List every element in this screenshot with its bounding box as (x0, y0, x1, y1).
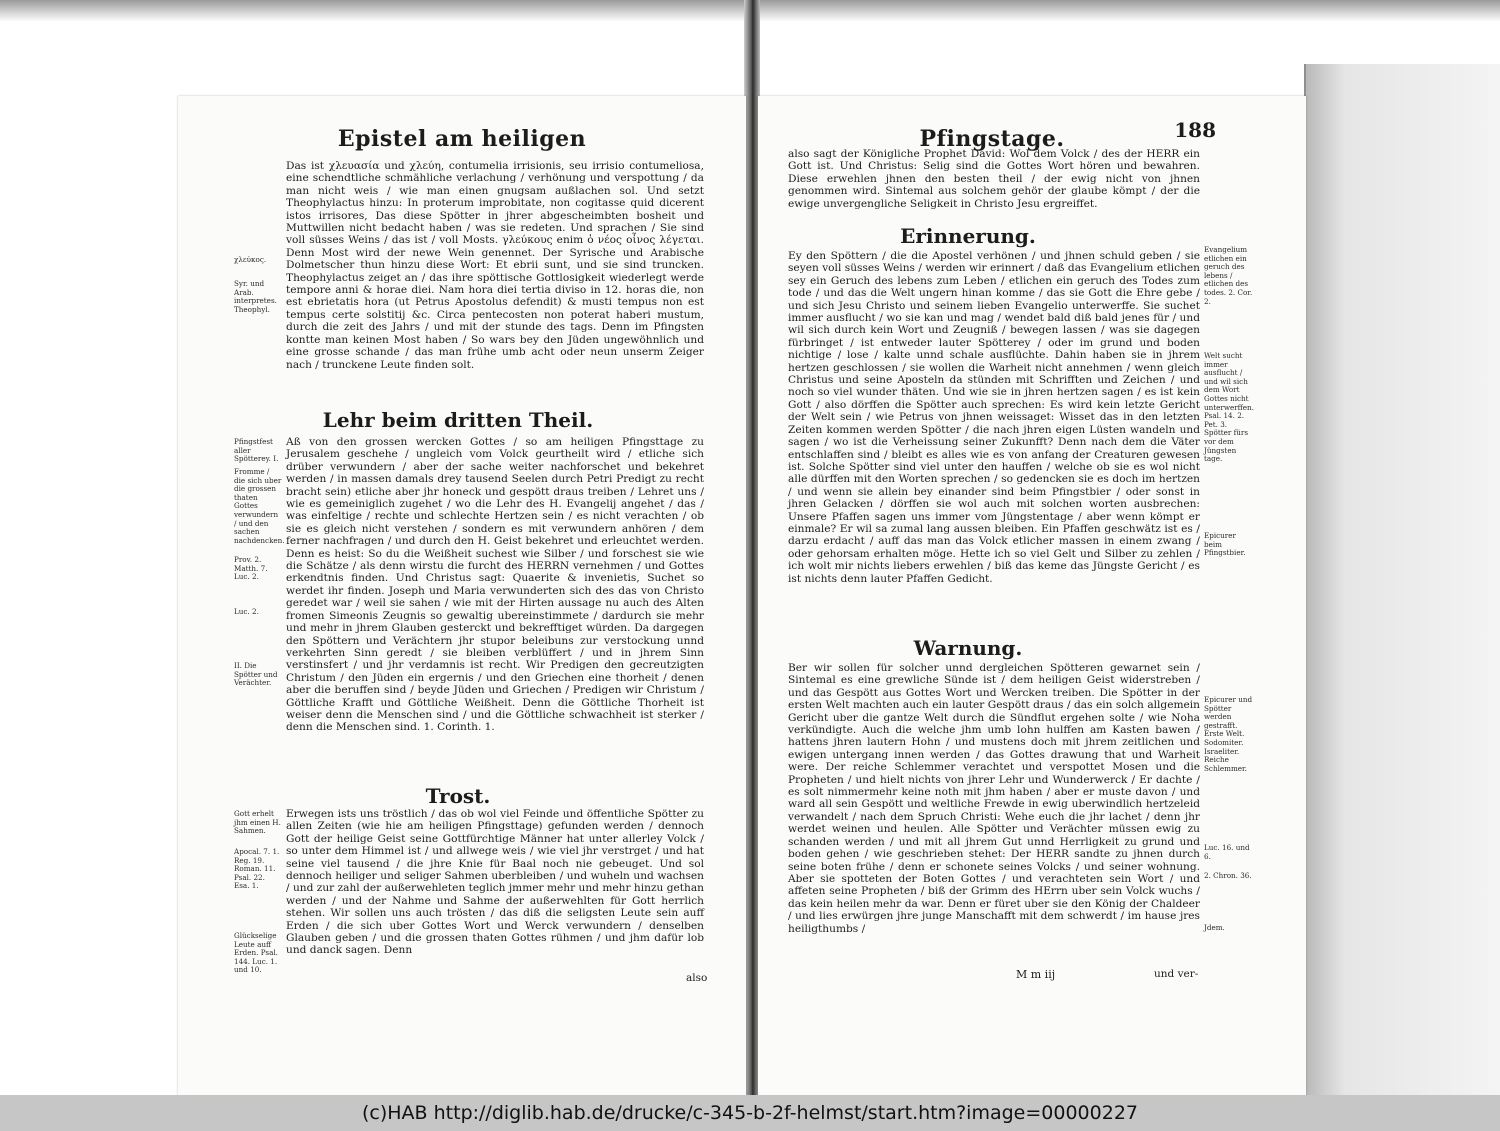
margin-note: Luc. 16. und 6. (1204, 843, 1250, 861)
margin-note: II. Die Spötter und Verächter. (234, 661, 278, 688)
book-fore-edge (1304, 64, 1500, 1095)
heading-lehr: Lehr beim dritten Theil. (322, 408, 594, 432)
margin-note: Epicurer und Spötter werden gestrafft. Erste Welt. Sodomiter. Israeliter. Reiche Schlemmer. (1204, 695, 1253, 773)
heading-trost: Trost. (425, 784, 491, 808)
signature-mark: M m iij (1016, 968, 1056, 981)
right-warnung-text: Ber wir sollen für solcher unnd dergleichen Spötteren gewarnet sein / Sintemal es eine grewliche Sünde ist / dem heiligen Geist widerstreben / und das Gespött aus Gottes Wort und Wercken treiben. Die Spötter in der ersten Welt machten auch ein lauter Gespött draus / das ein solch allgemein Gericht uber die gantze Welt durch die Sündflut ergehen solte / wie Noha verkündigte. Auch die welche jhm umb lohn hulffen am Kasten bawen / hattens jhren lautern Hohn / und mustens doch mit jhrem zeitlichen und ewigen untergang innen werden / das Gottes drawung that und Warheit were. Der reiche Schlemmer verachtet und verspottet Mosen und die Propheten / und hielt nichts von jhrer Lehr und Wunderwerck / Er dachte / es solt nimmermehr keine noth mit jhm haben / aber er muste davon / und ward all sein Gespött und weltliche Frewde in ewig uberwindlich hertzeleid verwandelt / nach dem Spruch Christi: Wehe euch die jhr lachet / denn jhr werdet weinen und heulen. Alle Spötter und Verächter müssen ewig zu schanden werden / und mit all jhrem Gut unnd Herrligkeit zu grund und boden gehen / wie geschrieben stehet: Der HERR sandte zu jhnen durch seine boten frühe / denn er schonete seines Volcks / und seiner wohnung. Aber sie spotteten der Boten Gottes / und verachteten sein Wort / und affeten seine Propheten / biß der Grimm des HErrn uber sein Volck wuchs / das kein heilen mehr da war. Denn er füret uber sie den König der Chaldeer / und lies erwürgen jhre junge Manschafft mit dem schwerdt / im hause jres heiligthumbs / (788, 662, 1200, 935)
margin-note: Jdem. (1204, 923, 1225, 932)
heading-erinnerung: Erinnerung. (900, 224, 1036, 248)
margin-note: Fromme / die sich uber die grossen thaten Gottes verwundern / und den sachen nachdencken. (234, 467, 285, 545)
margin-note: Pfingstfest aller Spötterey. I. (234, 437, 279, 464)
left-lehr-text: Aß von den grossen wercken Gottes / so am heiligen Pfingsttage zu Jerusalem geschehe / ungleich vom Volck geurtheilt wird / etliche sich drüber verwundern / aber der sache weiter nachforschet und bekehret werden / in massen damals drey tausend Seelen durch Petri Predigt zu recht bracht sein) etliche aber jhr honeck und gespött draus treiben / Lehret uns / wie es gemeiniglich zugehet / wo die Lehr des H. Evangelij angehet / das / was einfeltige / rechte und schlechte Hertzen sein / es nicht verachten / ob sie es gleich nicht verstehen / sondern es mit verwundern anhören / dem ferner nachfragen / und durch den H. Geist bekehret und erleuchtet werden. Denn es heist: So du die Weißheit suchest wie Silber / und forschest sie wie die Schätze / als denn wirstu die furcht des HERRN vernehmen / und Gottes erkendtnis finden. Und Christus sagt: Quaerite & invenietis, Suchet so werdet ihr finden. Joseph und Maria verwunderten sich des das von Christo geredet war / weil sie sahen / wie mit der Hirten aussage nu auch des Alten fromen Simeonis Zeugnis so gewaltig ubereinstimmete / dardurch sie mehr und mehr in jhrem Glauben gesterckt und bekrefftiget würden. Da dargegen den Spöttern und Verächtern jhr stupor beleibuns zur verstockung unnd verkehrten Sinn geredt / sie bleiben verblüffert / und in jhrem Sinn verstinsfert / und jhr verdamnis ist recht. Wir Predigen den gecreutzigten Christum / den Jüden ein ergernis / und den Griechen eine thorheit / denen aber die beruffen sind / beyde Jüden und Griechen / Predigen wir Christum / Göttliche Krafft und Göttliche Weißheit. Denn die Göttliche Thorheit ist weiser denn die Menschen sind / und die Göttliche schwachheit ist sterker / denn die Menschen sind. 1. Corinth. 1. (286, 436, 704, 734)
copyright-url: (c)HAB http://diglib.hab.de/drucke/c-345-b-2f-helmst/start.htm?image=00000227 (362, 1102, 1138, 1124)
left-running-head: Epistel am heiligen (337, 126, 587, 152)
margin-note: Gott erhelt jhm einen H. Sahmen. (234, 809, 281, 836)
margin-note: Welt sucht immer ausflucht / und wil sich dem Wort Gottes nicht unterwerffen. Psal. 14. 2. Pet. 3. Spötter fürs vor dem Jüngsten tage. (1204, 351, 1254, 464)
right-erinnerung-text: Ey den Spöttern / die die Apostel verhönen / und jhnen schuld geben / sie seyen voll süsses Weins / werden wir erinnert / daß das Evangelium etlichen sey ein Geruch des lebens zum Leben / etlichen ein geruch des Todes zum tode / und das die Welt ungern hinan komme / das sie Gott die Ehre gebe / und sich Jesu Christo und seinem lieben Evangelio unterwerffe. Sie suchet immer ausflucht / wo sie kan und mag / wendet bald diß bald jenes für / und wil sich durch kein Wort und Zeugniß / bewegen lassen / was sie dagegen fürbringet / ist entweder lauter Spötterey / oder im grund und boden nichtige / lose / kalte unnd schale ausflüchte. Dahin haben sie in jhrem hertzen geschlossen / sie wollen die Warheit nicht annehmen / wenn gleich Christus und seine Aposteln da stünden mit Schrifften und Zeichen / und noch so viel wunder thäten. Und wie sie in jhren hertzen sagen / es ist kein Gott / also dörffen die Spötter auch sprechen: Es wird kein letzte Gericht der Welt sein / wie Petrus von jhnen weissaget: Wisset das in den letzten Zeiten kommen werden Spötter / die nach jhren eigen Lüsten wandeln und sagen / wo ist die Verheissung seiner Zukunfft? Denn nach dem die Väter entschlaffen sind / bleibt es alles wie es von anfang der Creaturen gewesen ist. Solche Spötter sind viel unter den hauffen / welche ob sie es wol nicht alle dürffen mit den Worten sprechen / so gedencken sie es doch im hertzen / und wenn sie allein bey einander sind beim Pfingstbier / oder sonst in jhren Gelacken / dörffen sie wol auch mit solchen worten ausbrechen: Unsere Pfaffen sagen uns immer vom Jüngstentage / aber wenn kömpt er einmale? Er wil sa zumal lang aussen bleiben. Ein Pfaffen geschwätz ist es / darzu erdacht / auff das man das Volck etlicher massen in einem zwang / oder gehorsam erhalten möge. Hette ich so viel Gelt und Silber zu zehlen / ich wolt mir nichts liebers erwehlen / biß das keme das Jüngste Gericht / es ist nichts denn lauter Pfaffen Gedicht. (788, 250, 1200, 585)
margin-note: Apocal. 7. 1. Reg. 19. Roman. 11. Psal. 22. Esa. 1. (234, 847, 280, 891)
left-trost-text: Erwegen ists uns tröstlich / das ob wol viel Feinde und öffentliche Spötter zu allen Zeiten (wie hie am heiligen Pfingsttage) gefunden werden / dennoch Gott der heilige Geist seine Gottfürchtige Männer hat unter allerley Volck / so unter dem Himmel ist / und allwege weis / wie viel jhr verstrget / und hat seine viel tausend / die jhre Knie für Baal noch nie gebeuget. Und sol dennoch heiliger und seliger Sahmen uberbleiben / und wuheln und wachsen / und zur zahl der außerwehleten teglich jmmer mehr und mehr hinzu gethan werden / und der Nahme und Sahme der außerwehlten für Gott herrlich stehen. Wir sollen uns auch trösten / das diß die seligsten Leute sein auff Erden / die sich uber Gottes Wort und Werck verwundern / denselben Glauben geben / und die grossen thaten Gottes rühmen / und jhm dafür lob und danck sagen. Denn (286, 808, 704, 957)
margin-note: Epicurer beim Pfingstbier. (1204, 531, 1246, 558)
margin-note: Prov. 2. Matth. 7. Luc. 2. (234, 555, 268, 582)
folio-number: 188 (1174, 118, 1216, 142)
left-page (178, 96, 746, 1096)
margin-note: 2. Chron. 36. (1204, 871, 1252, 880)
left-catchword: also (686, 972, 708, 984)
right-page (758, 96, 1306, 1096)
right-intro-text: also sagt der Königliche Prophet David: Wol dem Volck / des der HERR ein Gott ist. Und Christus: Selig sind die Gottes Wort hören und bewahren. Diese erwehlen jhnen den besten theil / der ewig nicht von jhnen genommen wird. Sintemal aus solchem gehör der glaube kömpt / der die ewige unvergengliche Seligkeit in Christo Jesu ergreiffet. (788, 148, 1200, 210)
margin-note: Syr. und Arab. interpretes. Theophyl. (234, 279, 277, 314)
right-running-head: Pfingstage. (919, 126, 1065, 152)
right-catchword: und ver- (1154, 968, 1199, 980)
footer-bar (0, 1095, 1500, 1131)
margin-note: Glückselige Leute auff Erden. Psal. 144. Luc. 1. und 10. (234, 931, 278, 975)
margin-note: Evangelium etlichen ein geruch des lebens / etlichen des todes. 2. Cor. 2. (1204, 245, 1253, 306)
left-intro-text: Das ist χλευασία und χλεύη, contumelia irrisionis, seu irrisio contumeliosa, eine schendtliche schmähliche verlachung / verhönung und verspottung / da man nicht weis / wie man einen gnugsam außlachen sol. Und setzt Theophylactus hinzu: In proterum improbitate, non cogitasse quid dicerent istos irrisores, Das diese Spötter in jhrer abgescheimbten bosheit und Muttwillen nicht bedacht haben / was sie redeten. Und sprachen / Sie sind voll süsses Weins / das ist / voll Mosts. γλεύκους enim ὁ νέος οἶνος λέγεται. Denn Most wird der newe Wein genennet. Der Syrische und Arabische Dolmetscher thun hinzu diese Wort: Et ebrii sunt, und sie sind truncken. Theophylactus zeiget an / das ihre spöttische Gottlosigkeit wiederlegt werde tempore anni & horae diei. Nam hora diei tertia diviso in 12. horas die, non est ebrietatis hora (ut Petrus Apostolus defendit) & musti tempus non est tempus certe solstitij &c. Circa pentecosten non poterat haberi mustum, durch die zeit des Jahrs / und mit der stunde des tags. Denn im Pfingsten kontte man keinen Most haben / So wars bey den Jüden ungewöhnlich und eine grosse schande / das man frühe umb acht oder neun unserm Zeiger nach / trunckene Leute finden solt. (286, 160, 704, 371)
margin-note: Luc. 2. (234, 607, 259, 616)
margin-note: χλεύκος. (234, 255, 267, 264)
heading-warnung: Warnung. (913, 636, 1023, 660)
